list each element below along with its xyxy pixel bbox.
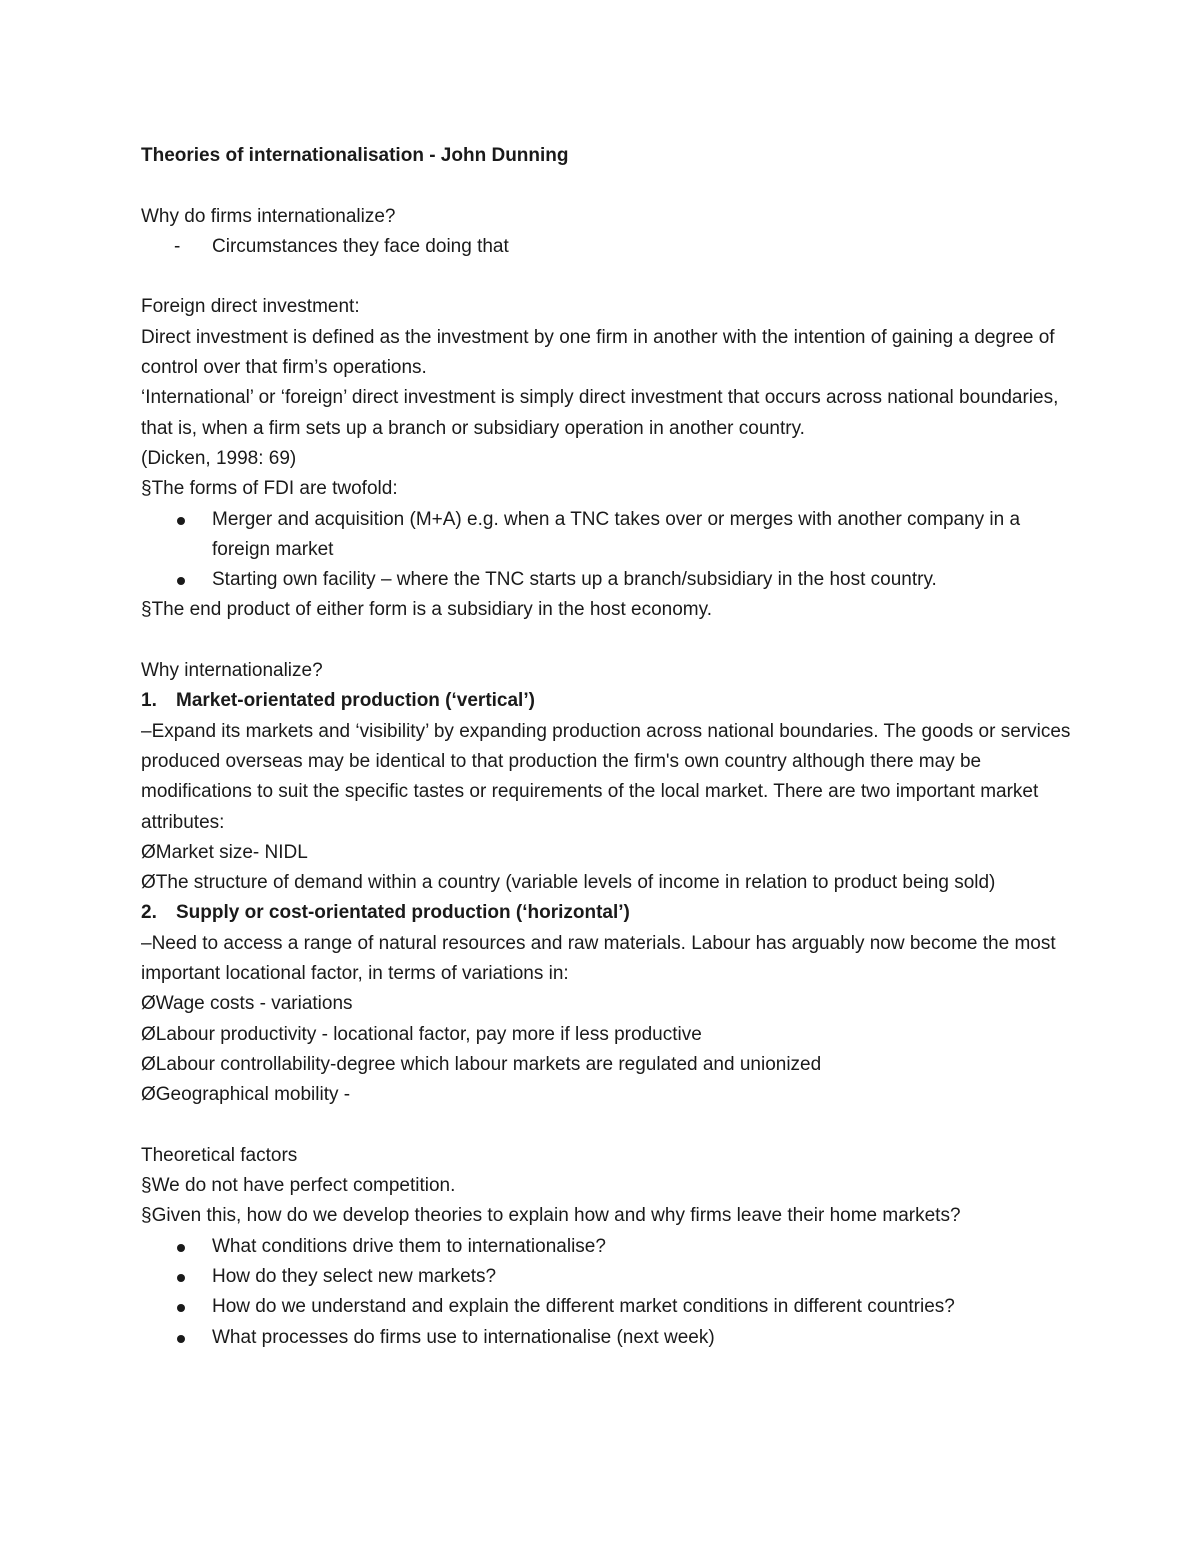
dash-item-text: Circumstances they face doing that xyxy=(212,235,509,257)
theoretical-heading: Theoretical factors xyxy=(141,1144,298,1166)
bullet-icon xyxy=(177,1274,185,1282)
theoretical-line: §Given this, how do we develop theories to explain how and why firms leave their home markets? xyxy=(141,1205,961,1227)
bullet-list-item xyxy=(141,505,1071,566)
section-2-point: ØWage costs - variations xyxy=(141,993,353,1015)
bullet-icon xyxy=(177,1244,185,1252)
bullet-text: Starting own facility – where the TNC starts up a branch/subsidiary in the host country. xyxy=(212,569,937,591)
section-1-point: ØThe structure of demand within a country (variable levels of income in relation to product being sold) xyxy=(141,872,996,894)
section-1-number: 1. xyxy=(141,690,157,712)
bullet-icon xyxy=(177,1304,185,1312)
dash-list-item xyxy=(141,232,1071,262)
why-question: Why do firms internationalize? xyxy=(141,205,396,227)
section-2-point: ØLabour productivity - locational factor, pay more if less productive xyxy=(141,1023,702,1045)
bullet-text: Merger and acquisition (M+A) e.g. when a TNC takes over or merges with another company in a foreign market xyxy=(212,508,1021,560)
bullet-list-item xyxy=(141,1232,1071,1262)
document-title: Theories of internationalisation - John Dunning xyxy=(141,145,569,166)
fdi-international: ‘International’ or ‘foreign’ direct investment is simply direct investment that occurs across national boundaries, that is, when a firm sets up a branch or subsidiary operation in another country. xyxy=(141,387,1059,439)
bullet-list-item xyxy=(141,1292,1071,1322)
bullet-icon xyxy=(177,517,185,525)
bullet-text: How do they select new markets? xyxy=(212,1265,497,1287)
bullet-list-item xyxy=(141,1323,1071,1353)
spacer xyxy=(141,1111,1071,1141)
section-1-point: ØMarket size- NIDL xyxy=(141,841,308,863)
bullet-text: What conditions drive them to internationalise? xyxy=(212,1235,606,1257)
spacer xyxy=(141,262,1071,292)
fdi-definition: Direct investment is defined as the investment by one firm in another with the intention of gaining a degree of control over that firm’s operations. xyxy=(141,326,1055,379)
bullet-text: What processes do firms use to internationalise (next week) xyxy=(212,1326,715,1348)
section-2-heading xyxy=(141,898,1071,928)
bullet-text: How do we understand and explain the different market conditions in different countries? xyxy=(212,1296,955,1318)
document-page xyxy=(141,141,1071,1353)
why-internationalize-heading: Why internationalize? xyxy=(141,660,323,682)
section-2-point: ØGeographical mobility - xyxy=(141,1084,351,1106)
fdi-end-product: §The end product of either form is a subsidiary in the host economy. xyxy=(141,599,713,621)
section-1-title: Market-orientated production (‘vertical’) xyxy=(176,690,535,712)
fdi-heading: Foreign direct investment: xyxy=(141,296,360,318)
spacer xyxy=(141,171,1071,201)
section-2-body: –Need to access a range of natural resources and raw materials. Labour has arguably now become the most important locational factor, in terms of variations in: xyxy=(141,932,1056,985)
section-2-title: Supply or cost-orientated production (‘horizontal’) xyxy=(176,902,630,924)
section-1-heading xyxy=(141,686,1071,716)
bullet-list-item xyxy=(141,1262,1071,1292)
bullet-list-item xyxy=(141,565,1071,595)
fdi-citation: (Dicken, 1998: 69) xyxy=(141,447,297,469)
bullet-icon xyxy=(177,577,185,585)
dash-marker: - xyxy=(174,235,181,257)
section-2-number: 2. xyxy=(141,902,157,924)
theoretical-line: §We do not have perfect competition. xyxy=(141,1175,456,1197)
section-1-body: –Expand its markets and ‘visibility’ by expanding production across national boundaries. The goods or services produced overseas may be identical to that production the firm's own country although there may be modifications to suit the specific tastes or requirements of the local market. There are two important market attributes: xyxy=(141,720,1071,833)
fdi-forms-intro: §The forms of FDI are twofold: xyxy=(141,478,398,500)
section-2-point: ØLabour controllability-degree which labour markets are regulated and unionized xyxy=(141,1053,822,1075)
bullet-icon xyxy=(177,1335,185,1343)
spacer xyxy=(141,626,1071,656)
